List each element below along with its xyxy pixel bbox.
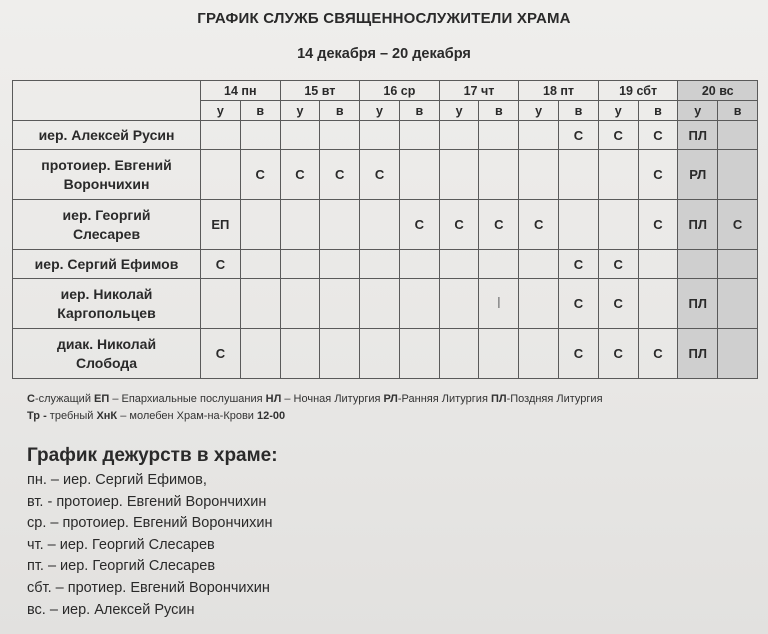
schedule-cell: С	[439, 200, 479, 250]
schedule-cell	[240, 329, 280, 379]
schedule-cell	[280, 329, 320, 379]
schedule-cell	[320, 329, 360, 379]
schedule-cell	[360, 279, 400, 329]
legend-abbr: С	[27, 393, 35, 405]
schedule-cell: С	[638, 121, 678, 150]
legend-abbr: Тр -	[27, 410, 47, 422]
clergy-name-line-1: диак. Николай	[56, 335, 157, 352]
subcolumn-header: в	[399, 101, 439, 121]
schedule-cell	[479, 279, 519, 329]
clergy-name-line-2: Каргопольцев	[57, 304, 156, 321]
schedule-cell: С	[718, 200, 758, 250]
schedule-cell	[598, 150, 638, 200]
schedule-cell	[479, 329, 519, 379]
schedule-cell	[201, 121, 241, 150]
schedule-cell: С	[559, 329, 599, 379]
schedule-cell	[399, 329, 439, 379]
table-row	[13, 121, 758, 150]
schedule-body	[13, 121, 758, 379]
legend-line-2	[27, 408, 603, 425]
table-row	[13, 200, 758, 250]
clergy-name	[13, 329, 201, 379]
schedule-cell	[439, 329, 479, 379]
schedule-cell	[559, 200, 599, 250]
clergy-name	[13, 250, 201, 279]
clergy-name-line-1: иер. Николай	[60, 285, 153, 302]
schedule-cell	[320, 200, 360, 250]
schedule-cell	[439, 250, 479, 279]
duty-item: пн. – иер. Сергий Ефимов,	[27, 472, 207, 488]
subcolumn-header: в	[320, 101, 360, 121]
legend-text: -служащий	[34, 393, 95, 405]
legend-text: -Ранняя Литургия	[397, 393, 491, 405]
schedule-cell	[360, 200, 400, 250]
day-header: 14 пн	[201, 81, 281, 101]
clergy-name-line-2: Ворончихин	[63, 175, 150, 192]
clergy-name	[13, 121, 201, 150]
schedule-cell: С	[479, 200, 519, 250]
legend-line-1	[27, 391, 603, 408]
schedule-cell: С	[320, 150, 360, 200]
clergy-name-line-2: Слесарев	[72, 225, 141, 242]
subcolumn-header: у	[280, 101, 320, 121]
legend-abbr: НЛ	[265, 393, 282, 405]
schedule-cell	[479, 250, 519, 279]
table-row	[13, 150, 758, 200]
subcolumn-header: у	[598, 101, 638, 121]
legend	[27, 391, 603, 425]
schedule-cell	[280, 200, 320, 250]
schedule-cell	[519, 150, 559, 200]
schedule-cell	[638, 279, 678, 329]
schedule-cell	[439, 150, 479, 200]
schedule-table	[12, 80, 758, 379]
subcolumn-header: в	[718, 101, 758, 121]
schedule-cell	[360, 329, 400, 379]
duty-item: вт. - протоиер. Евгений Ворончихин	[27, 493, 267, 510]
clergy-name	[13, 279, 201, 329]
schedule-cell: ЕП	[201, 200, 241, 250]
schedule-cell	[280, 250, 320, 279]
legend-text: -Поздняя Литургия	[506, 393, 603, 405]
legend-text: – Ночная Литургия	[281, 393, 384, 405]
schedule-cell	[240, 121, 280, 150]
subcolumn-header: у	[439, 101, 479, 121]
schedule-cell	[399, 250, 439, 279]
schedule-cell	[201, 279, 241, 329]
schedule-cell	[519, 279, 559, 329]
schedule-cell	[598, 200, 638, 250]
day-header-row	[13, 81, 758, 101]
legend-abbr: ПЛ	[490, 393, 507, 405]
duty-item: чт. – иер. Георгий Слесарев	[27, 536, 215, 553]
day-header: 18 пт	[519, 81, 599, 101]
schedule-cell	[479, 150, 519, 200]
schedule-cell	[718, 250, 758, 279]
day-header: 19 сбт	[598, 81, 678, 101]
day-header: 20 вс	[678, 81, 758, 101]
schedule-cell: С	[201, 329, 241, 379]
schedule-cell	[439, 121, 479, 150]
schedule-cell: РЛ	[678, 150, 718, 200]
schedule-cell	[718, 150, 758, 200]
legend-abbr: ХнК	[96, 410, 118, 422]
schedule-cell: ПЛ	[678, 200, 718, 250]
schedule-cell	[240, 279, 280, 329]
table-row	[13, 250, 758, 279]
schedule-cell: С	[598, 121, 638, 150]
schedule-cell: С	[559, 121, 599, 150]
duty-list	[27, 470, 272, 621]
duty-item: пт. – иер. Георгий Слесарев	[27, 558, 216, 575]
table-row	[13, 279, 758, 329]
text-cursor-icon: I	[496, 294, 502, 312]
schedule-cell: С	[598, 250, 638, 279]
schedule-cell: ПЛ	[678, 279, 718, 329]
duty-item: сбт. – протиер. Евгений Ворончихин	[27, 579, 270, 596]
clergy-name-line-1: иер. Сергий Ефимов	[34, 255, 179, 272]
schedule-cell	[678, 250, 718, 279]
subcolumn-header: у	[519, 101, 559, 121]
legend-text: – молебен Храм-на-Крови	[117, 410, 258, 422]
clergy-name-line-1: протоиер. Евгений	[41, 156, 172, 173]
schedule-cell	[718, 329, 758, 379]
schedule-cell: С	[360, 150, 400, 200]
schedule-cell	[320, 250, 360, 279]
legend-abbr: ЕП	[94, 393, 110, 405]
clergy-name	[13, 150, 201, 200]
schedule-cell	[201, 150, 241, 200]
clergy-name	[13, 200, 201, 250]
schedule-cell: С	[280, 150, 320, 200]
date-range: 14 декабря – 20 декабря	[297, 46, 471, 62]
subcolumn-header: в	[240, 101, 280, 121]
schedule-cell	[360, 250, 400, 279]
subcolumn-header: в	[559, 101, 599, 121]
schedule-cell: ПЛ	[678, 121, 718, 150]
schedule-cell: С	[598, 279, 638, 329]
schedule-cell: ПЛ	[678, 329, 718, 379]
schedule-cell: С	[638, 200, 678, 250]
subcolumn-header: у	[678, 101, 718, 121]
legend-abbr: РЛ	[383, 393, 398, 405]
schedule-cell	[280, 279, 320, 329]
schedule-cell: С	[638, 150, 678, 200]
schedule-cell	[240, 250, 280, 279]
day-header: 17 чт	[439, 81, 519, 101]
schedule-cell	[718, 279, 758, 329]
schedule-cell	[399, 150, 439, 200]
duty-title: График дежурств в храме:	[27, 445, 278, 466]
schedule-cell: С	[598, 329, 638, 379]
table-row	[13, 329, 758, 379]
schedule-cell: С	[399, 200, 439, 250]
schedule-cell	[519, 329, 559, 379]
subcolumn-header: у	[360, 101, 400, 121]
schedule-cell	[559, 150, 599, 200]
schedule-cell	[240, 200, 280, 250]
schedule-cell	[479, 121, 519, 150]
subcolumn-header: в	[638, 101, 678, 121]
schedule-cell: С	[559, 250, 599, 279]
legend-abbr: 12-00	[257, 410, 286, 422]
schedule-cell	[638, 250, 678, 279]
schedule-cell	[519, 250, 559, 279]
schedule-cell	[519, 121, 559, 150]
legend-text: – Епархиальные послушания	[109, 393, 266, 405]
schedule-cell: С	[201, 250, 241, 279]
schedule-cell	[280, 121, 320, 150]
subcolumn-header: в	[479, 101, 519, 121]
subcolumn-header: у	[201, 101, 241, 121]
schedule-cell: С	[519, 200, 559, 250]
schedule-cell	[439, 279, 479, 329]
schedule-cell	[718, 121, 758, 150]
schedule-cell: С	[559, 279, 599, 329]
name-header	[13, 81, 201, 121]
schedule-cell: С	[240, 150, 280, 200]
page-title: ГРАФИК СЛУЖБ СВЯЩЕННОСЛУЖИТЕЛИ ХРАМА	[197, 10, 571, 27]
schedule-cell	[320, 121, 360, 150]
legend-text: требный	[46, 410, 97, 422]
clergy-name-line-1: иер. Георгий	[62, 206, 151, 223]
schedule-cell: С	[638, 329, 678, 379]
duty-item: вс. – иер. Алексей Русин	[27, 601, 195, 618]
schedule-cell	[399, 121, 439, 150]
day-header: 15 вт	[280, 81, 360, 101]
clergy-name-line-1: иер. Алексей Русин	[38, 126, 175, 143]
schedule-cell	[360, 121, 400, 150]
duty-item: ср. – протоиер. Евгений Ворончихин	[27, 515, 273, 532]
day-header: 16 ср	[360, 81, 440, 101]
schedule-cell	[320, 279, 360, 329]
schedule-cell	[399, 279, 439, 329]
clergy-name-line-2: Слобода	[75, 354, 138, 371]
